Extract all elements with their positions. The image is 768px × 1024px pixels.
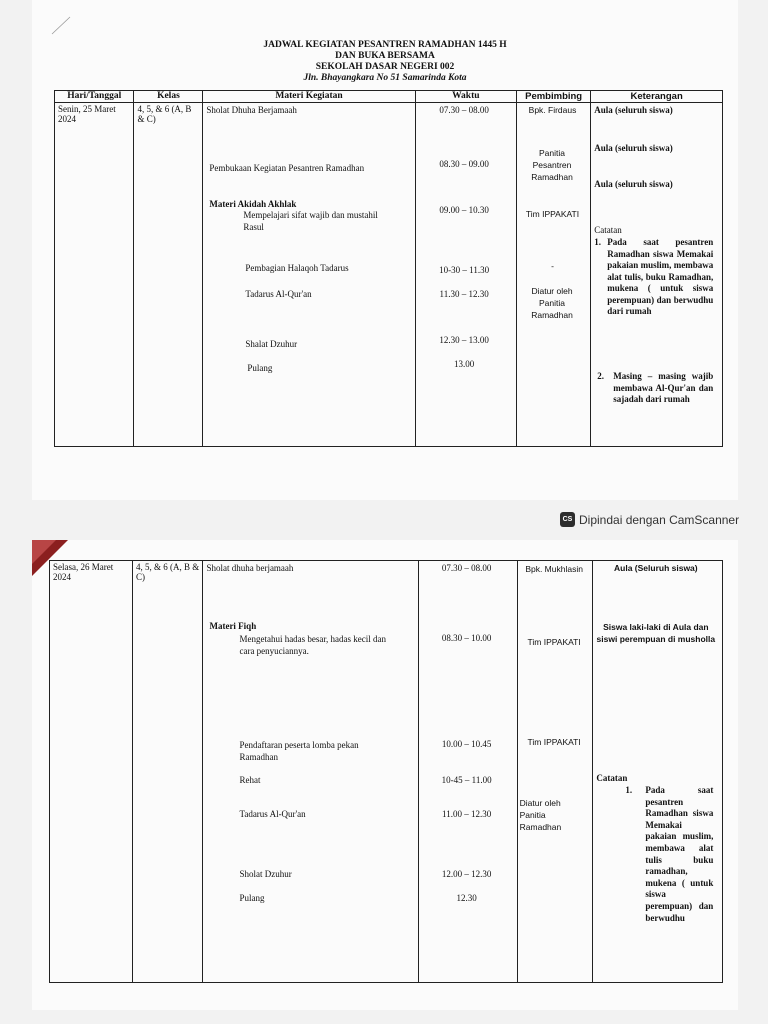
note-1-number: 1. <box>625 785 633 795</box>
cell-kelas <box>132 561 203 983</box>
time-3: 10.00 – 10.45 <box>441 739 492 749</box>
pembimbing-4: Diatur oleh Panitia Ramadhan <box>519 798 562 832</box>
schedule-table-day2 <box>49 560 723 983</box>
cell-date <box>50 561 133 983</box>
day1-date: Senin, 25 Maret 2024 <box>58 104 116 124</box>
time-3: 09.00 – 10.30 <box>439 205 489 215</box>
time-1: 07.30 – 08.00 <box>441 563 492 573</box>
activity-4: Pembagian Halaqoh Tadarus <box>245 263 349 273</box>
activity-1: Sholat dhuha berjamaah <box>206 563 294 573</box>
activity-2-title: Materi Fiqh <box>209 621 257 631</box>
cell-pembimbing <box>517 561 593 983</box>
pembimbing-2: Panitia Pesantren Ramadhan <box>531 148 573 182</box>
activity-3-title: Materi Akidah Akhlak <box>209 199 297 209</box>
note-1-number: 1. <box>594 237 601 247</box>
time-6: 12.00 – 12.30 <box>441 869 492 879</box>
activity-3-sub: Mempelajari sifat wajib dan mustahil Rasul <box>243 210 378 232</box>
header-subtitle: DAN BUKA BERSAMA <box>335 51 435 61</box>
scanned-page-1 <box>32 0 738 500</box>
keterangan-1: Aula (Seluruh siswa) <box>614 563 698 573</box>
cell-waktu <box>419 561 518 983</box>
note-2-number: 2. <box>597 371 604 381</box>
pembimbing-4: - <box>551 261 554 271</box>
pembimbing-3: Tim IPPAKATI <box>527 737 581 747</box>
document-header <box>32 40 738 84</box>
col-header-pembimbing: Pembimbing <box>517 91 591 103</box>
time-2: 08.30 – 09.00 <box>439 159 489 169</box>
note-1-text: Pada saat pesantren Ramadhan siswa Memakai pakaian muslim, membawa alat tulis, buku Ramadhan, mukena ( untuk siswa perempuan) dan berwudhu dari rumah <box>607 237 714 316</box>
time-5: 11.00 – 12.30 <box>442 809 492 819</box>
keterangan-2: Aula (seluruh siswa) <box>594 143 673 153</box>
pembimbing-1: Bpk. Firdaus <box>528 105 577 115</box>
col-header-waktu: Waktu <box>415 91 516 103</box>
time-2: 08.30 – 10.00 <box>441 633 492 643</box>
col-header-materi: Materi Kegiatan <box>203 91 415 103</box>
day2-kelas: 4, 5, & 6 (A, B & C) <box>135 562 200 582</box>
time-4: 10-45 – 11.00 <box>441 775 492 785</box>
cell-materi <box>203 103 415 447</box>
catatan-label: Catatan <box>594 225 622 235</box>
activity-7: Pulang <box>239 893 265 903</box>
time-4: 10-30 – 11.30 <box>439 265 490 275</box>
col-header-keterangan: Keterangan <box>591 91 723 103</box>
cell-keterangan <box>591 103 723 447</box>
pembimbing-3: Tim IPPAKATI <box>525 209 580 219</box>
pembimbing-2: Tim IPPAKATI <box>527 637 581 647</box>
activity-5: Tadarus Al-Qur'an <box>239 809 306 819</box>
camscanner-logo-icon: CS <box>560 512 575 527</box>
catatan-label: Catatan <box>596 773 628 783</box>
camscanner-text: Dipindai dengan CamScanner <box>579 512 740 527</box>
camscanner-watermark <box>560 512 739 527</box>
keterangan-3: Aula (seluruh siswa) <box>594 179 673 189</box>
activity-2-sub: Mengetahui hadas besar, hadas kecil dan cara penyuciannya. <box>239 634 387 656</box>
table-row <box>50 561 723 983</box>
schedule-table-day1 <box>54 90 723 447</box>
activity-6: Shalat Dzuhur <box>245 339 298 349</box>
day2-date: Selasa, 26 Maret 2024 <box>53 562 114 582</box>
activity-4: Rehat <box>239 775 261 785</box>
cell-kelas <box>134 103 203 447</box>
time-7: 12.30 <box>456 893 477 903</box>
day1-kelas: 4, 5, & 6 (A, B & C) <box>137 104 192 124</box>
activity-5: Tadarus Al-Qur'an <box>245 289 312 299</box>
activity-2: Pembukaan Kegiatan Pesantren Ramadhan <box>209 163 365 173</box>
time-1: 07.30 – 08.00 <box>439 105 489 115</box>
pen-mark-icon <box>50 14 72 36</box>
col-header-kelas: Kelas <box>134 91 203 103</box>
col-header-hari: Hari/Tanggal <box>55 91 134 103</box>
scanned-page-2 <box>32 540 738 1010</box>
time-5: 11.30 – 12.30 <box>439 289 489 299</box>
table-row <box>55 103 723 447</box>
header-title: JADWAL KEGIATAN PESANTREN RAMADHAN 1445 H <box>263 40 507 50</box>
header-address: Jln. Bhayangkara No 51 Samarinda Kota <box>303 73 467 83</box>
table-header-row <box>55 91 723 103</box>
activity-7: Pulang <box>247 363 273 373</box>
cell-keterangan <box>593 561 723 983</box>
keterangan-1: Aula (seluruh siswa) <box>594 105 673 115</box>
cell-date <box>55 103 134 447</box>
activity-3: Pendaftaran peserta lomba pekan Ramadhan <box>239 740 359 762</box>
activity-6: Sholat Dzuhur <box>239 869 292 879</box>
activity-1: Sholat Dhuha Berjamaah <box>206 105 297 115</box>
cell-waktu <box>415 103 516 447</box>
time-7: 13.00 <box>454 359 475 369</box>
keterangan-2: Siswa laki-laki di Aula dan siswi perempuan di musholla <box>596 622 716 644</box>
pembimbing-1: Bpk. Mukhlasin <box>525 564 583 574</box>
header-school: SEKOLAH DASAR NEGERI 002 <box>315 62 455 72</box>
pembimbing-5: Diatur oleh Panitia Ramadhan <box>531 286 573 320</box>
cell-pembimbing <box>517 103 591 447</box>
time-6: 12.30 – 13.00 <box>439 335 489 345</box>
cell-materi <box>203 561 419 983</box>
note-1-text: Pada saat pesantren Ramadhan siswa Memakai pakaian muslim, membawa alat tulis buku ramadhan, mukena ( untuk siswa perempuan) dan berwudhu <box>645 785 714 923</box>
note-2-text: Masing – masing wajib membawa Al-Qur'an dan sajadah dari rumah <box>613 371 714 404</box>
